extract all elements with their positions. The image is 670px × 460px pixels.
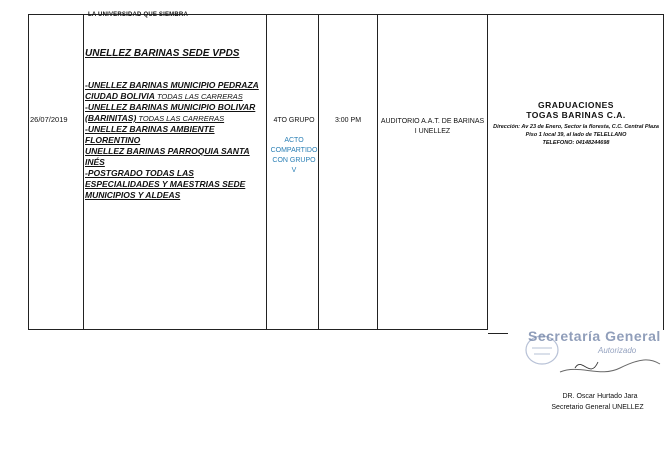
program-item: -UNELLEZ BARINAS AMBIENTE FLORENTINO — [85, 124, 215, 145]
col-line-0 — [28, 14, 29, 330]
signer-name: DR. Oscar Hurtado Jara — [562, 393, 638, 400]
event-date: 26/07/2019 — [30, 115, 68, 124]
col-line-6 — [663, 14, 664, 330]
stamp-text: Secretaría General — [528, 328, 661, 344]
table-bottom-border — [28, 329, 488, 330]
col-line-3 — [318, 14, 319, 330]
company-line1: GRADUACIONES — [538, 100, 614, 110]
secretaria-stamp — [520, 328, 665, 380]
group-label: 4TO GRUPO — [273, 117, 315, 124]
company-cell — [492, 100, 660, 147]
program-item: UNELLEZ BARINAS PARROQUIA SANTA INÉS — [85, 146, 250, 167]
signer-title: Secretario General UNELLEZ — [551, 404, 644, 411]
university-strip: LA UNIVERSIDAD QUE SIEMBRA — [88, 12, 188, 18]
company-phone: TELEFONO: 04148244698 — [542, 140, 610, 146]
program-item: -UNELLEZ BARINAS MUNICIPIO PEDRAZA CIUDAD BOLIVIA TODAS LAS CARRERAS — [85, 80, 259, 101]
col-line-1 — [83, 14, 84, 330]
event-venue: AUDITORIO A.A.T. DE BARINAS I UNELLEZ — [380, 118, 485, 135]
col-line-5 — [487, 14, 488, 330]
event-time: 3:00 PM — [334, 117, 362, 124]
programs-title: UNELLEZ BARINAS SEDE VPDS — [85, 48, 240, 59]
program-item: -UNELLEZ BARINAS MUNICIPIO BOLIVAR (BARINITAS) TODAS LAS CARRERAS — [85, 102, 256, 123]
company-line2: TOGAS BARINAS C.A. — [526, 110, 626, 120]
acto-note: ACTO COMPARTIDO CON GRUPO V — [270, 137, 318, 174]
stamp-sub: Autorizado — [598, 346, 637, 355]
col-line-2 — [266, 14, 267, 330]
col-line-4 — [377, 14, 378, 330]
program-item: -POSTGRADO TODAS LAS ESPECIALIDADES Y MAESTRIAS SEDE MUNICIPIOS Y ALDEAS — [85, 168, 246, 200]
company-address: Dirección: Av 23 de Enero, Sector la floresta, C.C. Central Plaza Piso 1 local 39, al lado de TELELLANO — [493, 124, 659, 138]
programs-cell — [85, 48, 265, 201]
table-bottom-border-right — [488, 333, 508, 334]
